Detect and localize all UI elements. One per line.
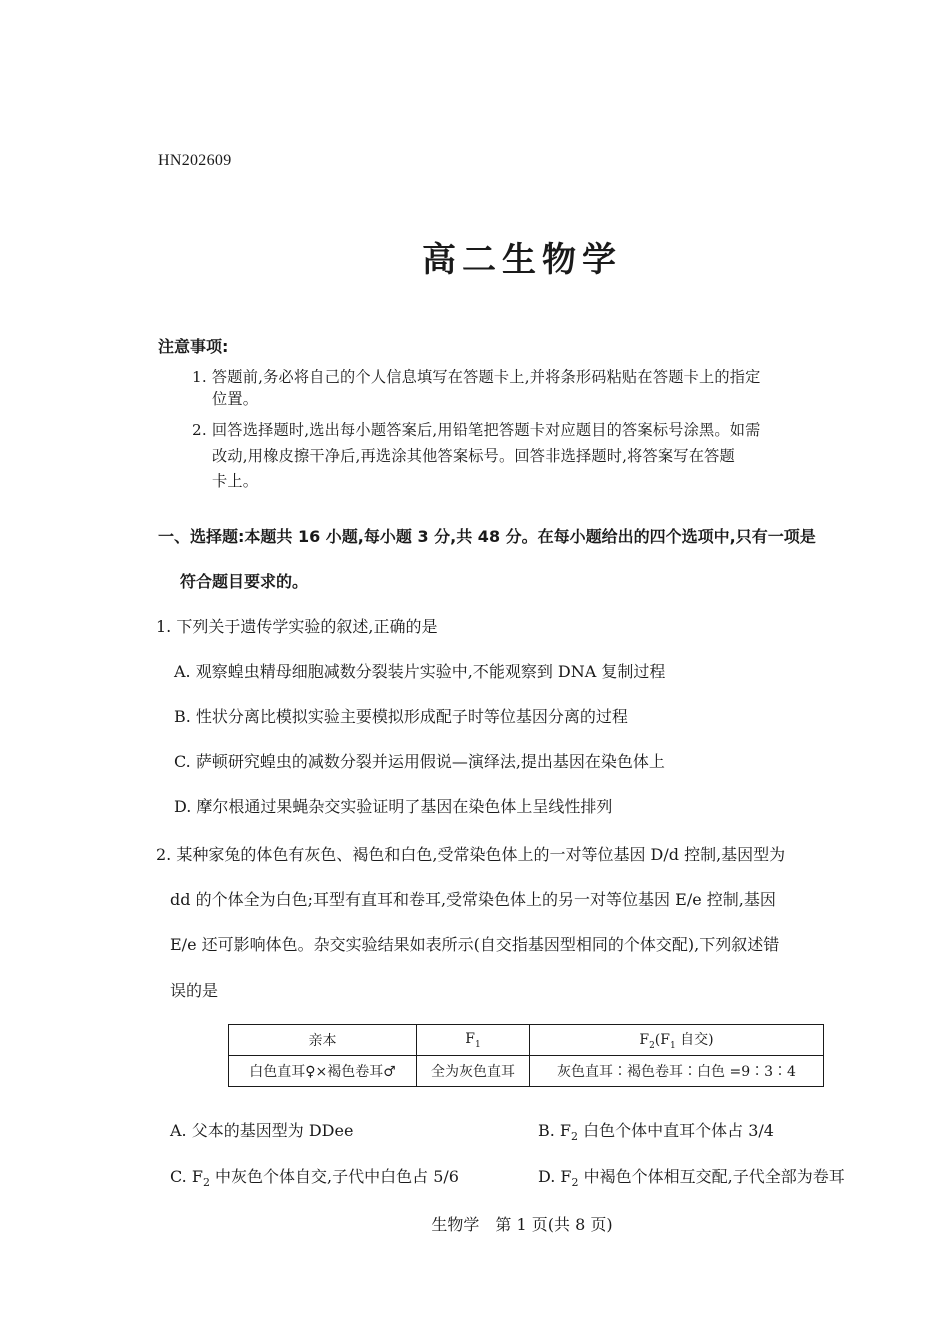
- notice-line: 位置。: [212, 390, 259, 408]
- cross-result-table: [228, 1024, 824, 1087]
- notice-line: 1. 答题前,务必将自己的个人信息填写在答题卡上,并将条形码粘贴在答题卡上的指定: [192, 368, 761, 386]
- question-2-option-b: B. $F_2$ 白色个体中直耳个体占 3/4: [538, 1121, 774, 1144]
- question-1-option-a: A. 观察蝗虫精母细胞减数分裂装片实验中,不能观察到 DNA 复制过程: [174, 662, 666, 681]
- question-2-option-a: A. 父本的基因型为 DDee: [170, 1121, 354, 1140]
- notice-line: 卡上。: [212, 472, 259, 490]
- question-2-stem-line: 误的是: [170, 981, 219, 1000]
- section-heading-cont: 符合题目要求的。: [180, 572, 309, 591]
- section-heading: 一、选择题:本题共 16 小题,每小题 3 分,共 48 分。在每小题给出的四个选项中,只有一项是: [158, 527, 816, 546]
- question-2-stem-line: E/e 还可影响体色。杂交实验结果如表所示(自交指基因型相同的个体交配),下列叙述错: [170, 935, 780, 954]
- notice-heading: 注意事项:: [158, 337, 229, 356]
- table-header-cell: 亲本: [229, 1025, 417, 1056]
- table-cell: 全为灰色直耳: [417, 1056, 530, 1087]
- question-2-option-c: C. $F_2$ 中灰色个体自交,子代中白色占 5/6: [170, 1167, 459, 1190]
- table-header-cell: $F_2(F_1$ 自交): [530, 1025, 824, 1056]
- question-2-option-d: D. $F_2$ 中褐色个体相互交配,子代全部为卷耳: [538, 1167, 845, 1190]
- table-cell: 灰色直耳∶褐色卷耳∶白色 =9∶3∶4: [530, 1056, 824, 1087]
- question-1-option-d: D. 摩尔根通过果蝇杂交实验证明了基因在染色体上呈线性排列: [174, 797, 613, 816]
- question-1-stem: 1. 下列关于遗传学实验的叙述,正确的是: [156, 617, 438, 636]
- exam-code: HN202609: [158, 152, 232, 169]
- question-2-stem-line: dd 的个体全为白色;耳型有直耳和卷耳,受常染色体上的另一对等位基因 E/e 控制,基因: [170, 890, 776, 909]
- question-1-option-c: C. 萨顿研究蝗虫的减数分裂并运用假说—演绎法,提出基因在染色体上: [174, 752, 665, 771]
- notice-line: 改动,用橡皮擦干净后,再选涂其他答案标号。回答非选择题时,将答案写在答题: [212, 447, 735, 465]
- table-cell: 白色直耳♀×褐色卷耳♂: [229, 1056, 417, 1087]
- table-header-row: [229, 1025, 824, 1056]
- page-footer: 生物学 第 1 页(共 8 页): [431, 1215, 613, 1234]
- table-header-cell: $F_1$: [417, 1025, 530, 1056]
- notice-line: 2. 回答选择题时,选出每小题答案后,用铅笔把答题卡对应题目的答案标号涂黑。如需: [192, 421, 761, 439]
- question-1-option-b: B. 性状分离比模拟实验主要模拟形成配子时等位基因分离的过程: [174, 707, 628, 726]
- table-row: [229, 1056, 824, 1087]
- page-title: 高二生物学: [422, 240, 622, 280]
- question-2-stem-line: 2. 某种家兔的体色有灰色、褐色和白色,受常染色体上的一对等位基因 D/d 控制,基因型为: [156, 845, 786, 864]
